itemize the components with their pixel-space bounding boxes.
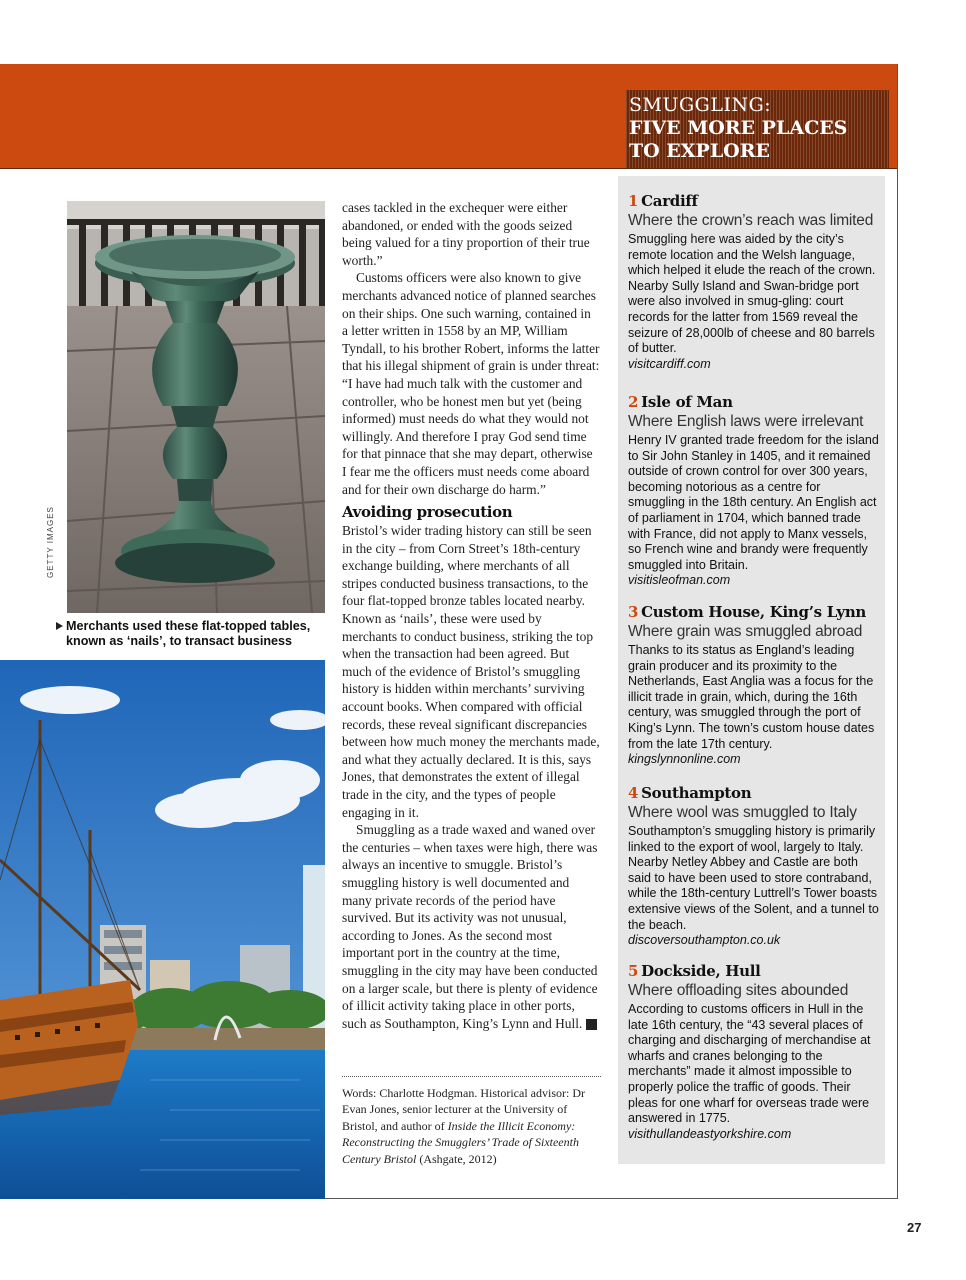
entry-name: Cardiff <box>641 192 698 210</box>
article-paragraph-text: Smuggling as a trade waxed and waned over the centuries – when taxes were high, there was always an incentive to smuggle. Bristol’s smuggling history is well documented and many private records of the period have survived. But its activity was not unusual, according to Jones. As the second most important port in the country at the time, smuggling in the city may have been conducted on a larger scale, but there is plenty of evidence of illicit activity taking place in other ports, such as Southampton, King’s Lynn and Hull. <box>342 822 598 1031</box>
credits-book-title: Inside the Illicit Economy: Reconstructing the Smugglers’ Trade of Sixteenth Century Bristol <box>342 1118 579 1166</box>
sidebar-title <box>626 90 889 168</box>
entry-name: Isle of Man <box>641 393 733 411</box>
entry-name: Dockside, Hull <box>641 962 761 980</box>
credits-tail: (Ashgate, 2012) <box>416 1151 497 1166</box>
entry-number: 1 <box>628 192 639 210</box>
photo-credit: GETTY IMAGES <box>46 506 55 578</box>
nail-table-illustration <box>67 201 325 613</box>
entry-name: Southampton <box>641 784 752 802</box>
article-credits <box>342 1085 604 1167</box>
entry-url[interactable]: discoversouthampton.co.uk <box>628 933 781 948</box>
sidebar-title-line3: TO EXPLORE <box>629 140 770 162</box>
entry-name: Custom House, King’s Lynn <box>641 603 867 621</box>
article-paragraph: Customs officers were also known to give merchants advanced notice of planned searches on their ships. One such warning, contained in a letter written in 1558 by an MP, William Tyndall, to his brother Robert, informs the latter that his illegal shipment of grain is under threat: “I have had much talk with the customer and controller, who be honest men but yet (being informed) must needs do what they would not willingly. And therefore I pray God send time for that pinnace that she may depart, otherwise I fear me the officers must needs come aboard and for their own discharge do harm.” <box>342 270 600 497</box>
entry-url[interactable]: visitcardiff.com <box>628 356 711 371</box>
page-frame-right <box>897 64 898 1199</box>
entry-url[interactable]: visithullandeastyorkshire.com <box>628 1126 792 1141</box>
article-body <box>342 199 607 1032</box>
credits-divider <box>342 1076 601 1077</box>
article-paragraph-last <box>342 821 607 1032</box>
entry-body: Thanks to its status as England’s leading grain producer and its proximity to the Netherlands, East Anglia was a focus for the illicit trade in grain, which, during the 16th century, was smuggled through the port of King’s Lynn. The town’s custom house dates from the late 17th century. <box>628 643 875 751</box>
entry-heading <box>628 603 880 622</box>
entry-body: Henry IV granted trade freedom for the island to Sir John Stanley in 1405, and it remained outside of crown control for over 300 years, becoming notorious as a centre for smuggling in the 18th century. An English act of parliament in 1704, which banned trade with France, did not apply to Manx vessels, so French wine and brandy were frequently smuggled into Britain. <box>628 433 879 572</box>
sidebar-entry-isle-of-man <box>628 393 880 589</box>
nail-table-photo <box>67 201 325 613</box>
entry-number: 5 <box>628 962 639 980</box>
article-subheading: Avoiding prosecution <box>342 503 513 522</box>
entry-number: 2 <box>628 393 639 411</box>
sidebar-title-line1: SMUGGLING: <box>629 94 772 116</box>
entry-heading <box>628 962 880 981</box>
entry-body: Southampton’s smuggling history is primarily linked to the export of wool, largely to Italy. Nearby Netley Abbey and Castle are both said to have been used to store contraband, while the 18th-century Luttrell’s Tower boasts extensive views of the Solent, and a tunnel to the beach. <box>628 824 879 932</box>
harbour-illustration <box>0 660 325 1199</box>
entry-subtitle: Where English laws were irrelevant <box>628 413 864 430</box>
photo-caption: Merchants used these flat-topped tables, known as ‘nails’, to transact business <box>66 619 311 648</box>
entry-heading <box>628 192 880 211</box>
entry-url[interactable]: visitisleofman.com <box>628 573 731 588</box>
entry-heading <box>628 393 880 412</box>
entry-heading <box>628 784 880 803</box>
entry-subtitle: Where wool was smuggled to Italy <box>628 804 857 821</box>
sidebar-title-line2: FIVE MORE PLACES <box>629 117 848 139</box>
sidebar-entry-hull <box>628 962 880 1142</box>
sidebar-entry-southampton <box>628 784 880 949</box>
entry-body: According to customs officers in Hull in the late 16th century, the “43 several places of charging and discharging of merchandise at wharfs and cranes belonging to the merchants” made it almost impossible to properly police the traffic of goods. Their pleas for one wharf for overseas trade were answered in 1775. <box>628 1002 871 1126</box>
end-mark-icon: H <box>586 1019 597 1030</box>
entry-body: Smuggling here was aided by the city’s remote location and the Welsh language, which helped it elude the reach of the crown. Nearby Sully Island and Swan-bridge port were also involved in smug-gling: court records for the latter from 1569 reveal the seizure of 28,000lb of cheese and 80 barrels of butter. <box>628 232 876 356</box>
credits-lead: Words: Charlotte Hodgman. Historical advisor: Dr Evan Jones, senior lecturer at the University of Bristol, and author of <box>342 1086 585 1133</box>
entry-subtitle: Where grain was smuggled abroad <box>628 623 863 640</box>
article-paragraph: Bristol’s wider trading history can still be seen in the city – from Corn Street’s 18th-century exchange building, where merchants of all stripes conducted business transactions, to the four flat-topped bronze tables located nearby. Known as ‘nails’, these were used by merchants to conduct business, striking the top when the transaction had been agreed. But much of the evidence of Bristol’s smuggling history is hidden within merchants’ surviving account books. When compared with official records, these reveal significant discrepancies between how much money the merchants made, and what they actually declared. It is this, says Jones, that demonstrates the extent of illegal trade in the city, and the types of people engaging in it. <box>342 523 600 820</box>
sidebar-entry-kings-lynn <box>628 603 880 768</box>
entry-subtitle: Where offloading sites abounded <box>628 982 849 999</box>
page-frame-bottom <box>324 1198 898 1199</box>
page-number: 27 <box>907 1220 922 1235</box>
entry-subtitle: Where the crown’s reach was limited <box>628 212 874 229</box>
entry-number: 4 <box>628 784 639 802</box>
article-paragraph: cases tackled in the exchequer were either abandoned, or ended with the goods seized being valued for a tiny proportion of their true worth.” <box>342 200 590 268</box>
entry-url[interactable]: kingslynnonline.com <box>628 752 741 767</box>
harbour-photo <box>0 660 325 1199</box>
caption-pointer-icon <box>56 622 63 630</box>
entry-number: 3 <box>628 603 639 621</box>
sidebar-entry-cardiff <box>628 192 880 372</box>
